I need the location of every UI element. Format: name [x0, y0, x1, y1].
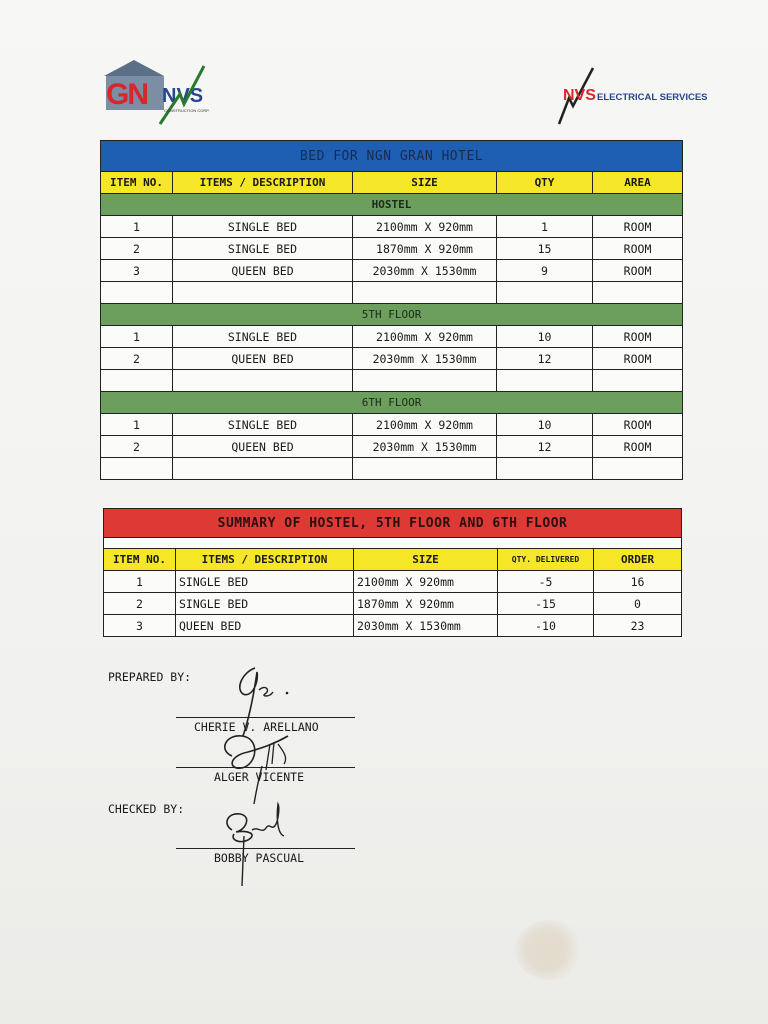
section-header: 5TH FLOOR [101, 304, 683, 326]
description-cell: SINGLE BED [173, 216, 353, 238]
item-no-cell: 2 [101, 348, 173, 370]
summary-header-order: ORDER [594, 549, 682, 571]
col-header-item-no: ITEM NO. [101, 172, 173, 194]
summary-table [103, 508, 682, 637]
blank-cell [101, 370, 173, 392]
description-cell: QUEEN BED [176, 615, 354, 637]
item-no-cell: 1 [101, 216, 173, 238]
table-row [101, 238, 683, 260]
size-cell: 2100mm X 920mm [353, 216, 497, 238]
blank-row [101, 282, 683, 304]
summary-row [104, 615, 682, 637]
size-cell: 2030mm X 1530mm [353, 436, 497, 458]
summary-spacer-row [104, 538, 682, 549]
qty-cell: 10 [497, 326, 593, 348]
description-cell: SINGLE BED [176, 593, 354, 615]
svg-text:ELECTRICAL SERVICES: ELECTRICAL SERVICES [597, 92, 708, 103]
qty-delivered-cell: -10 [498, 615, 594, 637]
blank-row [101, 458, 683, 480]
signature-line-pascual [176, 848, 355, 849]
summary-header-description: ITEMS / DESCRIPTION [176, 549, 354, 571]
blank-row [101, 370, 683, 392]
svg-text:NVS: NVS [563, 87, 596, 104]
checker-name-pascual: BOBBY PASCUAL [214, 851, 305, 865]
area-cell: ROOM [593, 326, 683, 348]
description-cell: SINGLE BED [173, 238, 353, 260]
section-header: HOSTEL [101, 194, 683, 216]
area-cell: ROOM [593, 414, 683, 436]
signature-line-arellano [176, 717, 355, 718]
size-cell: 2100mm X 920mm [353, 326, 497, 348]
item-no-cell: 2 [104, 593, 176, 615]
blank-cell [173, 370, 353, 392]
item-no-cell: 1 [101, 414, 173, 436]
svg-text:NVS: NVS [162, 85, 204, 107]
blank-cell [593, 370, 683, 392]
table-row [101, 260, 683, 282]
section-row [101, 194, 683, 216]
qty-delivered-cell: -5 [498, 571, 594, 593]
blank-cell [173, 282, 353, 304]
qty-cell: 12 [497, 436, 593, 458]
col-header-description: ITEMS / DESCRIPTION [173, 172, 353, 194]
size-cell: 1870mm X 920mm [354, 593, 498, 615]
bed-table [100, 140, 683, 480]
description-cell: QUEEN BED [173, 348, 353, 370]
order-cell: 0 [594, 593, 682, 615]
item-no-cell: 1 [104, 571, 176, 593]
item-no-cell: 1 [101, 326, 173, 348]
section-header: 6TH FLOOR [101, 392, 683, 414]
blank-cell [353, 282, 497, 304]
item-no-cell: 2 [101, 436, 173, 458]
summary-row [104, 593, 682, 615]
summary-header-size: SIZE [354, 549, 498, 571]
size-cell: 2030mm X 1530mm [354, 615, 498, 637]
area-cell: ROOM [593, 238, 683, 260]
company-logo-right [555, 68, 708, 128]
description-cell: SINGLE BED [176, 571, 354, 593]
blank-cell [497, 458, 593, 480]
size-cell: 2030mm X 1530mm [353, 260, 497, 282]
qty-cell: 12 [497, 348, 593, 370]
table-row [101, 414, 683, 436]
table-row [101, 436, 683, 458]
bed-table-title: BED FOR NGN GRAN HOTEL [101, 141, 683, 172]
blank-cell [593, 458, 683, 480]
qty-cell: 9 [497, 260, 593, 282]
signature-pascual [218, 800, 290, 890]
qty-cell: 15 [497, 238, 593, 260]
item-no-cell: 3 [101, 260, 173, 282]
blank-cell [353, 458, 497, 480]
table-row [101, 326, 683, 348]
checked-by-label: CHECKED BY: [108, 802, 185, 816]
paper-stain [515, 920, 585, 980]
order-cell: 23 [594, 615, 682, 637]
signature-line-vicente [176, 767, 355, 768]
size-cell: 2100mm X 920mm [354, 571, 498, 593]
blank-cell [497, 370, 593, 392]
blank-cell [101, 282, 173, 304]
size-cell: 2030mm X 1530mm [353, 348, 497, 370]
summary-header-item-no: ITEM NO. [104, 549, 176, 571]
order-cell: 16 [594, 571, 682, 593]
col-header-size: SIZE [353, 172, 497, 194]
table-row [101, 348, 683, 370]
qty-cell: 10 [497, 414, 593, 436]
table-row [101, 216, 683, 238]
signature-vicente [218, 730, 298, 808]
summary-table-title: SUMMARY OF HOSTEL, 5TH FLOOR AND 6TH FLOOR [104, 509, 682, 538]
size-cell: 2100mm X 920mm [353, 414, 497, 436]
summary-row [104, 571, 682, 593]
col-header-area: AREA [593, 172, 683, 194]
item-no-cell: 3 [104, 615, 176, 637]
section-row [101, 304, 683, 326]
preparer-name-arellano: CHERIE V. ARELLANO [194, 720, 319, 734]
size-cell: 1870mm X 920mm [353, 238, 497, 260]
area-cell: ROOM [593, 436, 683, 458]
summary-header-qty-delivered: QTY. DELIVERED [498, 549, 594, 571]
qty-cell: 1 [497, 216, 593, 238]
prepared-by-label: PREPARED BY: [108, 670, 192, 684]
area-cell: ROOM [593, 216, 683, 238]
description-cell: QUEEN BED [173, 260, 353, 282]
area-cell: ROOM [593, 260, 683, 282]
blank-cell [101, 458, 173, 480]
blank-cell [173, 458, 353, 480]
description-cell: QUEEN BED [173, 436, 353, 458]
description-cell: SINGLE BED [173, 326, 353, 348]
section-row [101, 392, 683, 414]
svg-text:GN: GN [106, 78, 147, 111]
blank-cell [353, 370, 497, 392]
svg-text:CONSTRUCTION CORP.: CONSTRUCTION CORP. [164, 108, 210, 113]
col-header-qty: QTY [497, 172, 593, 194]
item-no-cell: 2 [101, 238, 173, 260]
company-logo-left [100, 58, 218, 128]
qty-delivered-cell: -15 [498, 593, 594, 615]
preparer-name-vicente: ALGER VICENTE [214, 770, 305, 784]
blank-cell [497, 282, 593, 304]
area-cell: ROOM [593, 348, 683, 370]
description-cell: SINGLE BED [173, 414, 353, 436]
blank-cell [593, 282, 683, 304]
